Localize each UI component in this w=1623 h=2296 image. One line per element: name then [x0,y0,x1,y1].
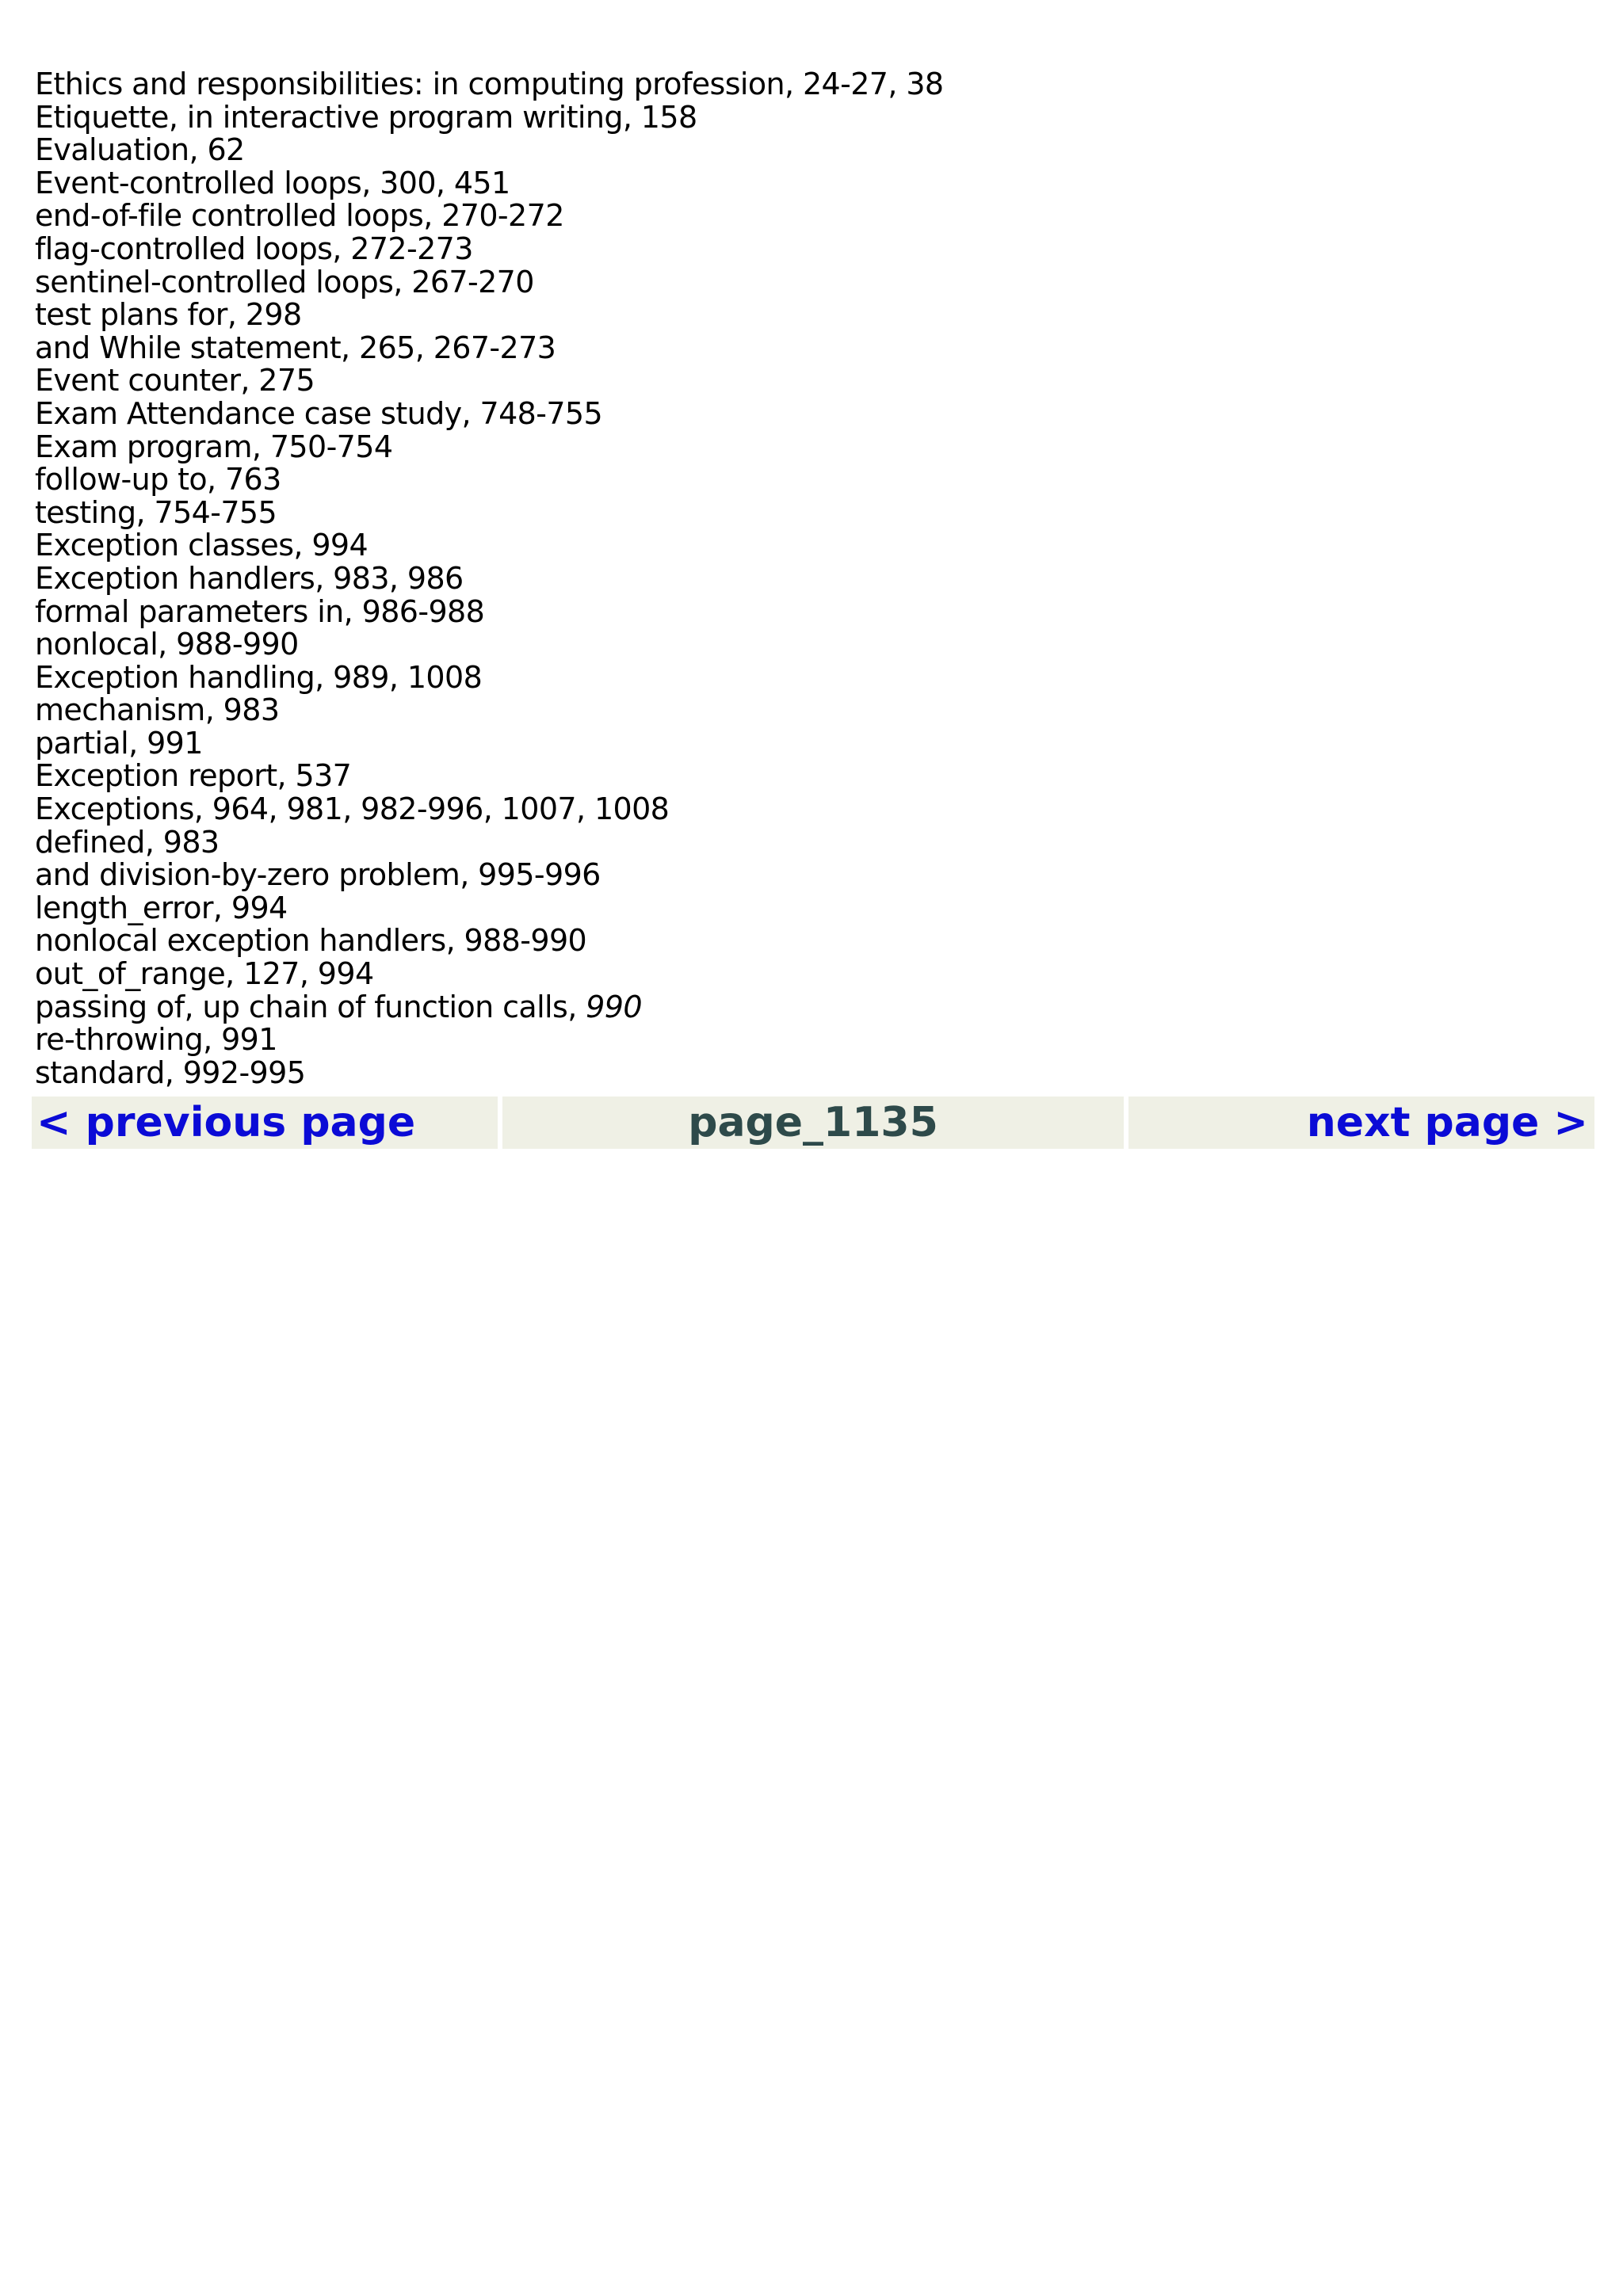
index-subentry: passing of, up chain of function calls, 990 [35,989,642,1024]
page-number-label: page_1135 [502,1097,1124,1149]
index-entry: Exam Attendance case study, 748-755 [35,395,603,431]
index-subentry: partial, 991 [35,725,203,761]
index-subentry: follow-up to, 763 [35,462,281,498]
index-subentry: test plans for, 298 [35,297,302,333]
index-subentry: testing, 754-755 [35,494,277,530]
index-subentry: defined, 983 [35,824,220,860]
index-entry: Ethics and responsibilities: in computing profession, 24-27, 38 [35,67,944,101]
index-subentry: mechanism, 983 [35,692,280,728]
index-subentry: and While statement, 265, 267-273 [35,330,556,365]
index-entry: Exception handling, 989, 1008 [35,659,483,695]
index-subentry: and division-by-zero problem, 995-996 [35,857,601,893]
italic-page-number: 990 [586,989,642,1024]
index-entry: Etiquette, in interactive program writing, 158 [35,99,697,135]
next-page-link[interactable]: next page > [1128,1097,1594,1149]
previous-page-link[interactable]: < previous page [32,1097,498,1149]
index-entry: Exam program, 750-754 [35,429,393,464]
index-subentry: end-of-file controlled loops, 270-272 [35,198,564,234]
index-subentry: out_of_range, 127, 994 [35,956,374,992]
index-entry: Event-controlled loops, 300, 451 [35,165,510,200]
index-entry: Event counter, 275 [35,363,315,399]
index-entry: Exception classes, 994 [35,528,369,563]
index-entry-list [35,68,944,1089]
index-subentry: standard, 992-995 [35,1055,306,1090]
index-entry: Exception handlers, 983, 986 [35,560,464,596]
index-entry: Evaluation, 62 [35,132,245,168]
index-subentry: nonlocal exception handlers, 988-990 [35,923,587,959]
index-subentry: nonlocal, 988-990 [35,627,299,662]
index-subentry: flag-controlled loops, 272-273 [35,231,473,266]
index-subentry: length_error, 994 [35,890,288,925]
index-entry: Exceptions, 964, 981, 982-996, 1007, 1008 [35,791,670,827]
index-subentry: sentinel-controlled loops, 267-270 [35,264,534,299]
index-subentry: formal parameters in, 986-988 [35,593,485,629]
index-entry: Exception report, 537 [35,758,352,794]
index-subentry: re-throwing, 991 [35,1022,277,1058]
page-navigation-bar [32,1097,1599,1149]
